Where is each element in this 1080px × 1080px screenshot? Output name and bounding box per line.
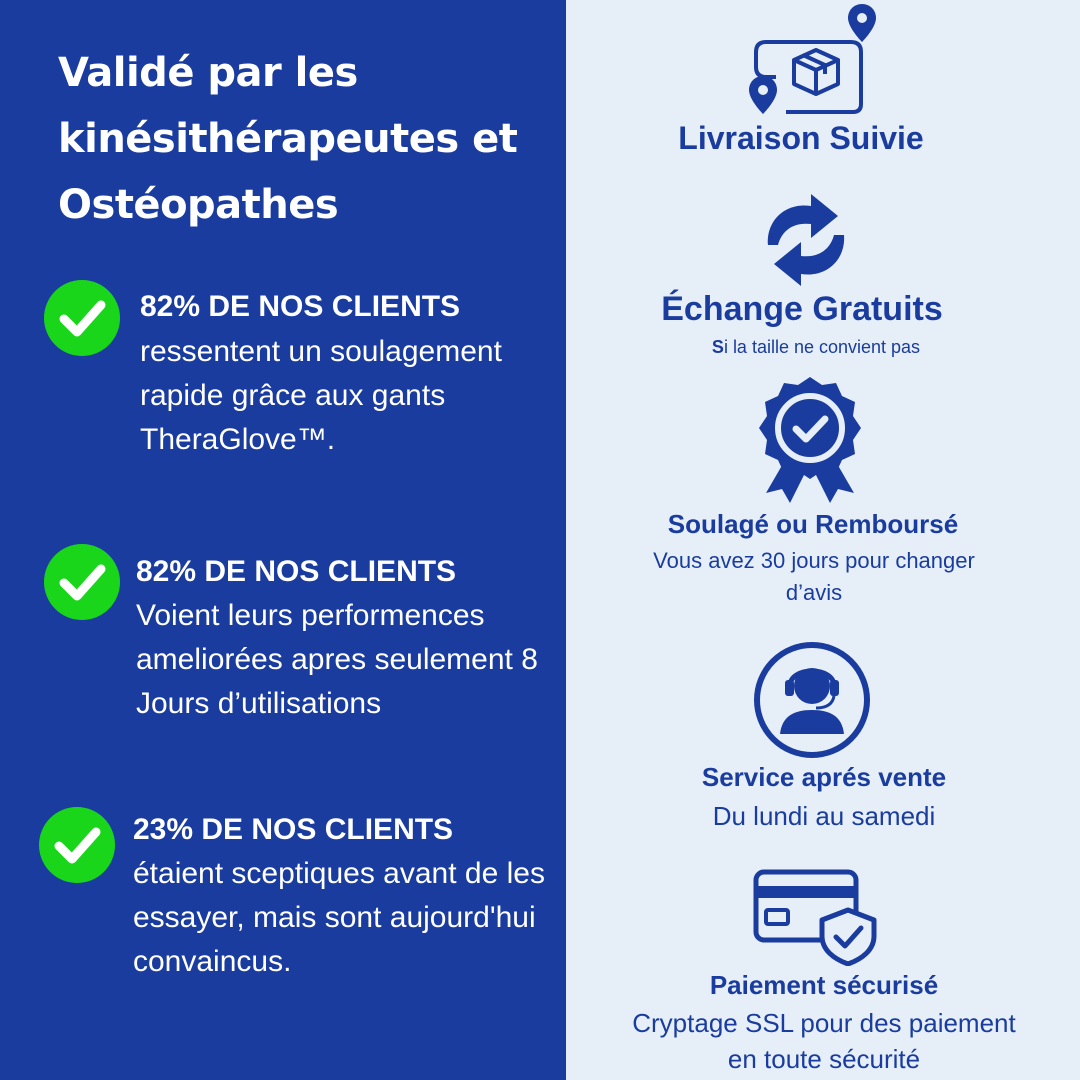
exchange-arrows-icon [756,190,856,295]
secure-card-icon [752,866,882,971]
feature-sub-service: Du lundi au samedi [712,801,936,831]
stat-body: étaient sceptiques avant de les essayer, mais sont aujourd'hui convaincus. [133,857,545,978]
feature-sub-echange [566,334,1066,360]
stat-title: 82% DE NOS CLIENTS [140,290,461,323]
stat-title: 82% DE NOS CLIENTS [136,555,457,588]
feature-title-rembourse: Soulagé ou Remboursé [667,509,959,539]
headline: Validé par les kinésithérapeutes et Ostéopathes [58,50,518,228]
feature-title-echange: Échange Gratuits [661,290,943,328]
delivery-box-route-icon [746,2,876,127]
check-icon [39,807,115,883]
feature-title-paiement: Paiement sécurisé [709,970,939,1000]
sub-bold-letter: S [711,337,724,357]
right-panel [566,0,1080,1080]
stat-body: ressentent un soulagement rapide grâce aux gants TheraGlove™. [140,335,502,456]
stat-title: 23% DE NOS CLIENTS [133,813,454,846]
check-icon [44,544,120,620]
feature-title-livraison: Livraison Suivie [678,120,924,156]
feature-title-service: Service aprés vente [701,762,947,792]
feature-sub-paiement: Cryptage SSL pour des paiement en toute sécurité [632,1008,1016,1074]
sub-rest: i la taille ne convient pas [723,337,921,357]
feature-sub-rembourse: Vous avez 30 jours pour changer d’avis [653,548,975,605]
stat-body: Voient leurs performences ameliorées apres seulement 8 Jours d’utilisations [136,599,538,720]
check-icon [44,280,120,356]
support-agent-icon [752,640,872,765]
check-badge-icon [750,375,870,510]
